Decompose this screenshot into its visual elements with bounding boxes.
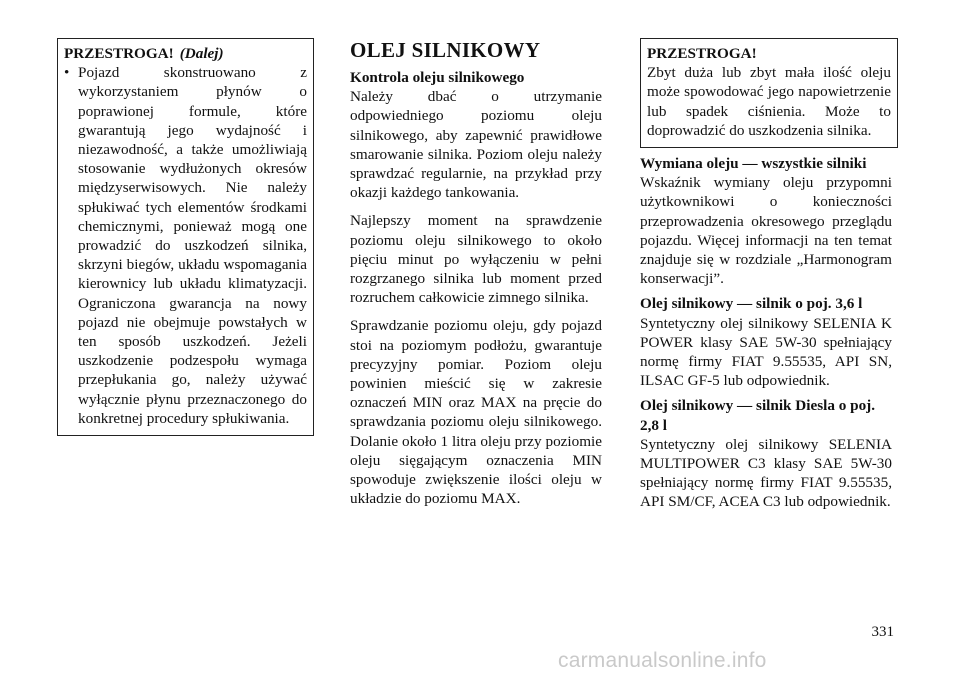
paragraph-best-moment: Najlepszy moment na sprawdzenie poziomu oleju silnikowego to około pięciu minut po wyłączeniu w pełni rozgrzanego silnika lub moment przed rozruchem całkowicie zimnego silnika. [350, 212, 602, 307]
text-oil-diesel: Syntetyczny olej silnikowy SELENIA MULTIPOWER C3 klasy SAE 5W-30 spełniający normę firmy FIAT 9.55535, API SM/CF, ACEA C3 lub odpowiednik. [640, 435, 892, 511]
warning-box-continued [57, 38, 314, 436]
section-title: OLEJ SILNIKOWY [350, 38, 541, 62]
bullet-icon: • [64, 64, 70, 82]
text-oil-36: Syntetyczny olej silnikowy SELENIA K POWER klasy SAE 5W-30 spełniający normę firmy FIAT 9.55535, API SN, ILSAC GF-5 lub odpowiednik. [640, 314, 892, 390]
left-column [57, 38, 309, 436]
warning-bullet-text: Pojazd skonstruowano z wykorzystaniem płynów o poprawionej formule, które gwarantują jego wydajność i niezawodność, a także umożliwiają stosowanie wydłużonych okresów międzyserwisowych. Nie należy spłukiwać tych elementów środkami chemicznymi, ponieważ mogą one prowadzić do uszkodzeń silnika, skrzyni biegów, układu wspomagania kierownicy lub układu klimatyzacji. Ograniczona gwarancja na nowy pojazd nie obejmuje powstałych w ten sposób uszkodzeń. Jeżeli uszkodzenie podzespołu wymaga przepłukania go, należy używać wyłącznie płynu przeznaczonego do konkretnej procedury spłukiwania. [78, 64, 307, 427]
text-oil-change: Wskaźnik wymiany oleju przypomni użytkownikowi o konieczności przeprowadzenia okresowego przeglądu pojazdu. Więcej informacji na ten temat znajduje się w rozdziale „Harmonogram konserwacji”. [640, 174, 892, 288]
warning-bullet [64, 63, 307, 428]
page-number: 331 [871, 624, 894, 640]
warning-box [640, 38, 898, 148]
warning-header [64, 44, 307, 63]
warning-title: PRZESTROGA! [647, 45, 757, 62]
paragraph-measurement: Sprawdzanie poziomu oleju, gdy pojazd stoi na poziomym podłożu, gwarantuje precyzyjny pomiar. Poziom oleju powinien mieścić się w zakresie oznaczeń MIN oraz MAX na pręcie do sprawdzania poziomu oleju silnikowego. Dolanie około 1 litra oleju przy poziomie oleju sięgającym oznaczenia MIN spowoduje zwiększenie ilości oleju w układzie do poziomu MAX. [350, 317, 602, 508]
paragraph-oil-level: Należy dbać o utrzymanie odpowiedniego poziomu oleju silnikowego, aby zapewnić prawidłowe smarowanie silnika. Poziom oleju należy sprawdzać regularnie, na przykład przy okazji każdego tankowania. [350, 88, 602, 202]
warning-continued-label: (Dalej) [179, 45, 224, 62]
watermark: carmanualsonline.info [558, 649, 767, 672]
subheading-oil-check: Kontrola oleju silnikowego [350, 69, 525, 86]
right-column [640, 38, 892, 512]
subheading-oil-diesel: Olej silnikowy — silnik Diesla o poj. 2,8 l [640, 397, 876, 434]
middle-column [350, 38, 602, 517]
warning-text: Zbyt duża lub zbyt mała ilość oleju może spowodować jego napowietrzenie lub spadek ciśnienia. Może to doprowadzić do uszkodzenia silnika. [647, 64, 891, 139]
warning-title: PRZESTROGA! [64, 45, 174, 62]
subheading-oil-change: Wymiana oleju — wszystkie silniki [640, 155, 867, 173]
subheading-oil-36: Olej silnikowy — silnik o poj. 3,6 l [640, 295, 863, 313]
